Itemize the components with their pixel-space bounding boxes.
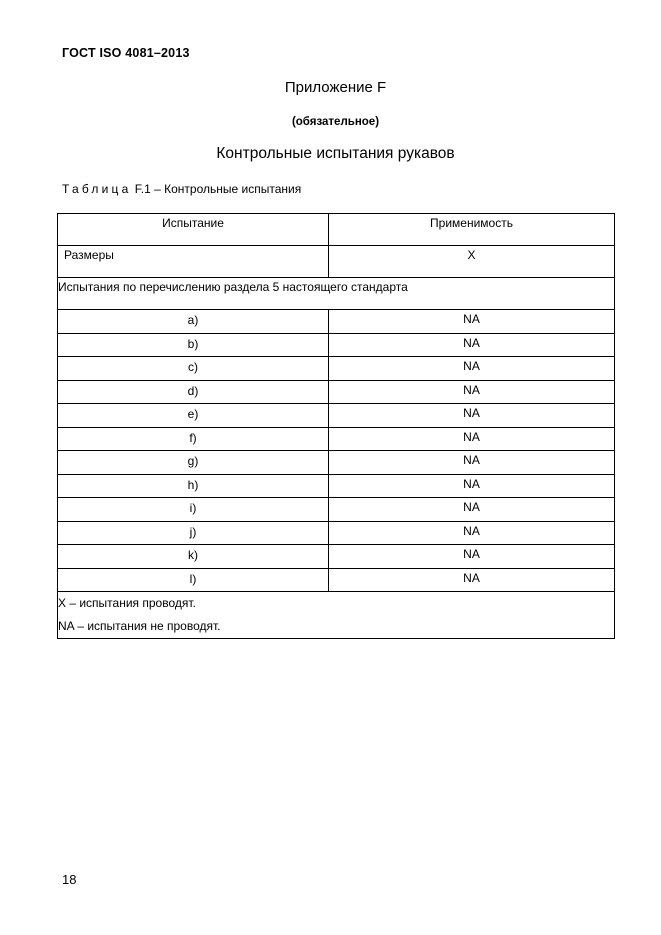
control-tests-table	[57, 213, 615, 639]
test-cell: k)	[58, 545, 329, 569]
table-row	[58, 498, 615, 522]
standard-designation: ГОСТ ISO 4081–2013	[62, 46, 190, 60]
applicability-cell: NA	[329, 310, 615, 334]
applicability-cell: NA	[329, 568, 615, 592]
applicability-cell: X	[329, 246, 615, 278]
test-cell: j)	[58, 521, 329, 545]
applicability-cell: NA	[329, 333, 615, 357]
applicability-cell: NA	[329, 404, 615, 428]
applicability-cell: NA	[329, 357, 615, 381]
applicability-cell: NA	[329, 427, 615, 451]
test-cell: d)	[58, 380, 329, 404]
table-caption	[62, 182, 301, 196]
table-row	[58, 521, 615, 545]
table-row	[58, 246, 615, 278]
table-row	[58, 568, 615, 592]
applicability-cell: NA	[329, 380, 615, 404]
page-number: 18	[62, 872, 77, 887]
applicability-cell: NA	[329, 498, 615, 522]
annex-heading: Контрольные испытания рукавов	[216, 145, 455, 162]
table-row	[58, 333, 615, 357]
annex-status: (обязательное)	[291, 116, 380, 128]
annex-title: Приложение F	[284, 79, 387, 96]
section-row	[58, 278, 615, 310]
table-header-row	[58, 214, 615, 246]
notes-row	[58, 592, 615, 639]
test-cell: Размеры	[58, 246, 329, 278]
notes-cell	[58, 592, 615, 639]
table-row	[58, 545, 615, 569]
table-row	[58, 357, 615, 381]
table-caption-prefix: Таблица	[62, 182, 132, 196]
table-caption-text: F.1 – Контрольные испытания	[131, 182, 302, 196]
test-cell: f)	[58, 427, 329, 451]
note-line: NA – испытания не проводят.	[58, 619, 221, 633]
test-cell: g)	[58, 451, 329, 475]
section-cell: Испытания по перечислению раздела 5 настоящего стандарта	[58, 278, 615, 310]
applicability-cell: NA	[329, 545, 615, 569]
applicability-cell: NA	[329, 451, 615, 475]
test-cell: c)	[58, 357, 329, 381]
test-cell: e)	[58, 404, 329, 428]
test-cell: h)	[58, 474, 329, 498]
table-row	[58, 380, 615, 404]
table-row	[58, 451, 615, 475]
applicability-cell: NA	[329, 474, 615, 498]
test-cell: b)	[58, 333, 329, 357]
column-header-test: Испытание	[58, 214, 329, 246]
applicability-cell: NA	[329, 521, 615, 545]
column-header-applicability: Применимость	[329, 214, 615, 246]
table-row	[58, 310, 615, 334]
table-row	[58, 474, 615, 498]
table-row	[58, 404, 615, 428]
table-row	[58, 427, 615, 451]
note-line: X – испытания проводят.	[58, 596, 196, 610]
test-cell: a)	[58, 310, 329, 334]
test-cell: l)	[58, 568, 329, 592]
test-cell: i)	[58, 498, 329, 522]
